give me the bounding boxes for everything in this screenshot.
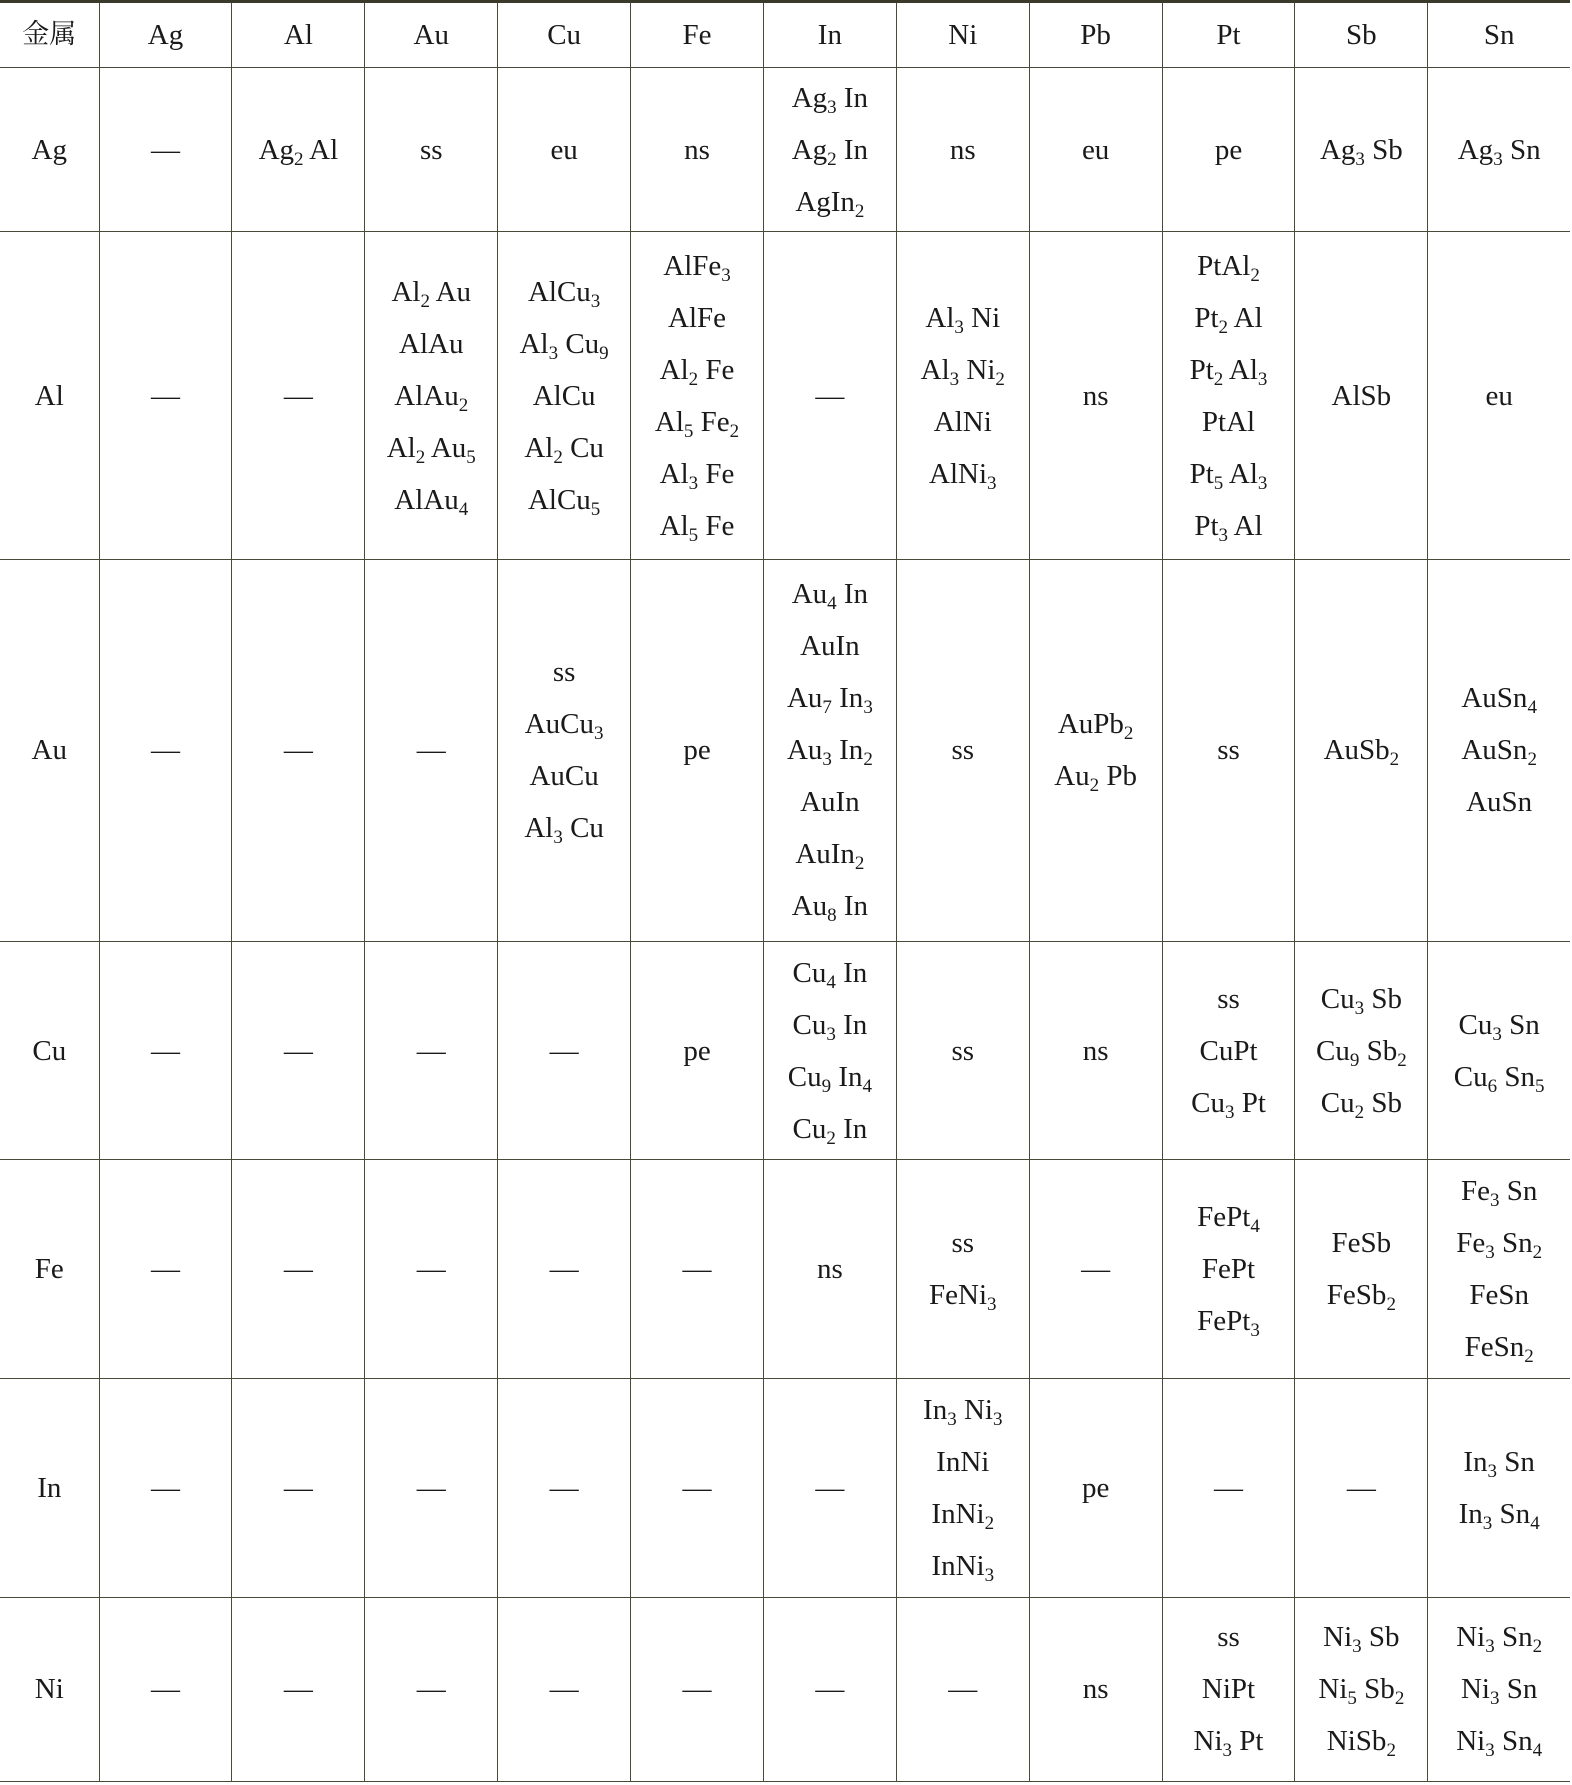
cell-line: eu bbox=[550, 133, 578, 166]
cell-line: ss bbox=[1217, 734, 1240, 767]
cell-line: $Al_2$ Fe bbox=[659, 353, 735, 390]
cell-line: ss bbox=[951, 1227, 975, 1260]
table-cell bbox=[1029, 941, 1162, 1160]
cell-line: $Al_3$ Cu bbox=[524, 812, 604, 849]
cell-line: $Pt_2$ Al bbox=[1194, 301, 1263, 338]
header-cell-sn: Sn bbox=[1428, 2, 1570, 68]
cell-line: AuSn bbox=[1466, 786, 1533, 819]
cell-line: — bbox=[549, 1253, 579, 1286]
cell-line: $Cu_9$ $Sb_2$ bbox=[1316, 1034, 1407, 1071]
row-label: Al bbox=[0, 232, 99, 560]
header-cell-in: In bbox=[763, 2, 896, 68]
table-cell bbox=[365, 68, 498, 232]
table-cell bbox=[365, 941, 498, 1160]
cell-line: $Ag_2$ Al bbox=[258, 133, 339, 170]
table-cell bbox=[498, 1597, 631, 1781]
cell-line: — bbox=[283, 1034, 313, 1067]
cell-line: — bbox=[283, 1471, 313, 1504]
cell-line: — bbox=[151, 1253, 180, 1286]
cell-line: — bbox=[682, 1673, 712, 1706]
cell-line: AuSn$_4$ bbox=[1461, 682, 1537, 719]
cell-line: — bbox=[151, 1471, 180, 1504]
table-cell bbox=[99, 941, 232, 1160]
cell-line: — bbox=[1346, 1471, 1376, 1504]
cell-line: $In_3$ Sn bbox=[1463, 1445, 1535, 1482]
table-cell bbox=[631, 232, 764, 560]
cell-line: ss bbox=[951, 1034, 975, 1067]
cell-line: $Ni_3$ Pt bbox=[1193, 1725, 1264, 1762]
cell-line: — bbox=[416, 734, 446, 767]
cell-line: AlFe$_3$ bbox=[663, 249, 731, 286]
cell-line: $Al_5$ $Fe_2$ bbox=[654, 405, 740, 442]
cell-line: $Ag_3$ Sn bbox=[1457, 133, 1541, 170]
row-label: In bbox=[0, 1379, 99, 1598]
cell-line: ns bbox=[1082, 1673, 1109, 1706]
cell-line: eu bbox=[1081, 133, 1110, 166]
table-cell bbox=[631, 941, 764, 1160]
cell-line: $Cu_3$ Sb bbox=[1320, 982, 1402, 1019]
cell-line: $Pt_5$ $Al_3$ bbox=[1189, 457, 1268, 494]
table-cell bbox=[365, 1160, 498, 1379]
table-cell bbox=[896, 559, 1029, 941]
cell-line: AlFe bbox=[668, 301, 726, 334]
table-cell bbox=[1162, 559, 1295, 941]
cell-line: $Fe_3$ Sn bbox=[1460, 1175, 1538, 1212]
cell-line: FePt bbox=[1201, 1253, 1256, 1286]
table-cell bbox=[1428, 1160, 1570, 1379]
table-cell bbox=[498, 941, 631, 1160]
cell-line: — bbox=[1214, 1471, 1243, 1504]
cell-line: InNi$_3$ bbox=[931, 1549, 995, 1586]
table-row bbox=[0, 1379, 1570, 1598]
cell-line: FeSn bbox=[1469, 1279, 1529, 1312]
table-cell bbox=[1295, 559, 1428, 941]
cell-line: pe bbox=[1214, 133, 1243, 166]
table-cell bbox=[1428, 941, 1570, 1160]
cell-line: — bbox=[815, 1673, 845, 1706]
row-label: Ni bbox=[0, 1597, 99, 1781]
table-cell bbox=[1295, 1160, 1428, 1379]
cell-line: PtAl bbox=[1201, 405, 1256, 438]
cell-line: NiPt bbox=[1201, 1673, 1256, 1706]
table-cell bbox=[498, 559, 631, 941]
table-cell bbox=[631, 68, 764, 232]
cell-line: $Cu_4$ In bbox=[792, 956, 868, 993]
row-label: Cu bbox=[0, 941, 99, 1160]
table-cell bbox=[1162, 232, 1295, 560]
header-cell-ni: Ni bbox=[896, 2, 1029, 68]
table-row bbox=[0, 68, 1570, 232]
table-row bbox=[0, 232, 1570, 560]
table-cell bbox=[99, 1597, 232, 1781]
cell-line: — bbox=[1081, 1253, 1111, 1286]
cell-line: AuPb$_2$ bbox=[1057, 708, 1134, 745]
cell-line: $Ag_3$ Sb bbox=[1319, 133, 1403, 170]
header-cell-metal: 金属 bbox=[0, 2, 99, 68]
cell-line: $Pt_2$ $Al_3$ bbox=[1189, 353, 1268, 390]
table-cell bbox=[763, 1160, 896, 1379]
cell-line: $Au_3$ $In_2$ bbox=[786, 734, 873, 771]
table-cell bbox=[232, 559, 365, 941]
cell-line: — bbox=[151, 379, 180, 412]
cell-line: — bbox=[815, 1471, 845, 1504]
cell-line: $Al_2$ Cu bbox=[524, 431, 604, 468]
cell-line: ns bbox=[949, 133, 976, 166]
cell-line: AlCu bbox=[532, 379, 596, 412]
cell-line: — bbox=[151, 1034, 180, 1067]
table-cell bbox=[1428, 232, 1570, 560]
cell-line: ns bbox=[1082, 379, 1109, 412]
table-cell bbox=[631, 559, 764, 941]
cell-line: AuCu bbox=[529, 760, 599, 793]
cell-line: $Ni_3$ $Sn_4$ bbox=[1456, 1725, 1543, 1762]
cell-line: AuIn$_2$ bbox=[795, 838, 865, 875]
table-row bbox=[0, 1160, 1570, 1379]
cell-line: ss bbox=[552, 656, 576, 689]
cell-line: CuPt bbox=[1199, 1034, 1258, 1067]
cell-line: — bbox=[283, 1673, 313, 1706]
cell-line: NiSb$_2$ bbox=[1326, 1725, 1396, 1762]
table-cell bbox=[99, 1160, 232, 1379]
table-cell bbox=[365, 1597, 498, 1781]
table-cell bbox=[498, 1379, 631, 1598]
cell-line: eu bbox=[1485, 379, 1513, 412]
cell-line: ss bbox=[419, 133, 443, 166]
table-cell bbox=[896, 68, 1029, 232]
header-cell-al: Al bbox=[232, 2, 365, 68]
cell-line: AgIn$_2$ bbox=[795, 185, 865, 222]
cell-line: — bbox=[549, 1471, 579, 1504]
cell-line: $In_3$ $Sn_4$ bbox=[1458, 1497, 1540, 1534]
cell-line: AuSn$_2$ bbox=[1461, 734, 1537, 771]
table-cell bbox=[498, 1160, 631, 1379]
table-cell bbox=[1428, 1379, 1570, 1598]
table-cell bbox=[763, 559, 896, 941]
table-cell bbox=[1428, 68, 1570, 232]
header-cell-cu: Cu bbox=[498, 2, 631, 68]
table-cell bbox=[1295, 232, 1428, 560]
cell-line: ss bbox=[1217, 982, 1240, 1015]
header-cell-pt: Pt bbox=[1162, 2, 1295, 68]
cell-line: AuIn bbox=[800, 630, 860, 663]
cell-line: $Ag_2$ In bbox=[791, 133, 869, 170]
cell-line: AuSb$_2$ bbox=[1323, 734, 1400, 771]
cell-line: — bbox=[151, 133, 180, 166]
cell-line: pe bbox=[683, 1034, 711, 1067]
header-cell-pb: Pb bbox=[1029, 2, 1162, 68]
table-cell bbox=[1162, 68, 1295, 232]
cell-line: AlCu$_3$ bbox=[527, 275, 601, 312]
cell-line: FeSn$_2$ bbox=[1464, 1331, 1534, 1368]
table-cell bbox=[232, 1597, 365, 1781]
cell-line: FeNi$_3$ bbox=[929, 1279, 997, 1316]
cell-line: $Cu_3$ Pt bbox=[1191, 1086, 1266, 1123]
cell-line: $Al_3$ $Ni_2$ bbox=[920, 353, 1005, 390]
table-cell bbox=[1029, 1379, 1162, 1598]
table-cell bbox=[232, 1160, 365, 1379]
table-cell bbox=[1029, 68, 1162, 232]
row-label: Au bbox=[0, 559, 99, 941]
cell-line: $Ni_5$ $Sb_2$ bbox=[1318, 1673, 1405, 1710]
header-cell-fe: Fe bbox=[631, 2, 764, 68]
cell-line: $Ni_3$ Sn bbox=[1460, 1673, 1538, 1710]
cell-line: — bbox=[151, 1673, 180, 1706]
cell-line: ns bbox=[816, 1253, 843, 1286]
table-cell bbox=[232, 232, 365, 560]
table-cell bbox=[631, 1160, 764, 1379]
table-cell bbox=[631, 1379, 764, 1598]
cell-line: — bbox=[283, 379, 313, 412]
cell-line: pe bbox=[1081, 1471, 1110, 1504]
table-cell bbox=[1029, 559, 1162, 941]
cell-line: AuCu$_3$ bbox=[524, 708, 604, 745]
cell-line: $Au_8$ In bbox=[791, 890, 869, 927]
table-cell bbox=[896, 1160, 1029, 1379]
table-cell bbox=[1029, 232, 1162, 560]
table-cell bbox=[1162, 1597, 1295, 1781]
header-row bbox=[0, 2, 1570, 68]
cell-line: $Al_5$ Fe bbox=[659, 509, 735, 546]
cell-line: $Al_3$ Fe bbox=[659, 457, 735, 494]
cell-line: PtAl$_2$ bbox=[1197, 249, 1260, 286]
cell-line: InNi$_2$ bbox=[931, 1497, 995, 1534]
cell-line: $Cu_2$ In bbox=[792, 1112, 868, 1149]
cell-line: — bbox=[416, 1673, 446, 1706]
cell-line: FeSb bbox=[1331, 1227, 1392, 1260]
cell-line: $Al_2$ $Au_5$ bbox=[386, 431, 476, 468]
table-cell bbox=[99, 68, 232, 232]
table-cell bbox=[365, 559, 498, 941]
cell-line: ns bbox=[1082, 1034, 1109, 1067]
table-cell bbox=[631, 1597, 764, 1781]
cell-line: $Pt_3$ Al bbox=[1194, 509, 1263, 546]
table-cell bbox=[1295, 1379, 1428, 1598]
row-label: Fe bbox=[0, 1160, 99, 1379]
cell-line: $Cu_9$ $In_4$ bbox=[787, 1060, 872, 1097]
table-cell bbox=[232, 1379, 365, 1598]
table-cell bbox=[896, 232, 1029, 560]
cell-line: $Ni_3$ Sb bbox=[1323, 1621, 1400, 1658]
cell-line: AlAu$_2$ bbox=[394, 379, 469, 416]
cell-line: AlAu$_4$ bbox=[394, 483, 469, 520]
header-cell-sb: Sb bbox=[1295, 2, 1428, 68]
table-cell bbox=[1162, 1160, 1295, 1379]
table-cell bbox=[365, 1379, 498, 1598]
table-row bbox=[0, 1597, 1570, 1781]
table-cell bbox=[498, 232, 631, 560]
table-cell bbox=[498, 68, 631, 232]
cell-line: $Cu_2$ Sb bbox=[1320, 1086, 1402, 1123]
cell-line: — bbox=[283, 734, 313, 767]
table-row bbox=[0, 941, 1570, 1160]
cell-line: — bbox=[283, 1253, 313, 1286]
cell-line: $Au_4$ In bbox=[791, 578, 869, 615]
table-body bbox=[0, 68, 1570, 1782]
table-cell bbox=[896, 941, 1029, 1160]
table-cell bbox=[232, 68, 365, 232]
cell-line: $Fe_3$ $Sn_2$ bbox=[1456, 1227, 1543, 1264]
cell-line: $Al_2$ Au bbox=[391, 275, 472, 312]
table-cell bbox=[1428, 559, 1570, 941]
header-cell-ag: Ag bbox=[99, 2, 232, 68]
table-cell bbox=[99, 559, 232, 941]
cell-line: $Au_2$ Pb bbox=[1054, 760, 1138, 797]
cell-line: $Au_7$ $In_3$ bbox=[786, 682, 873, 719]
cell-line: $In_3$ $Ni_3$ bbox=[923, 1393, 1003, 1430]
cell-line: $Al_3$ $Cu_9$ bbox=[519, 327, 609, 364]
cell-line: ns bbox=[684, 133, 710, 166]
cell-line: ss bbox=[951, 734, 975, 767]
cell-line: — bbox=[682, 1471, 712, 1504]
table-cell bbox=[763, 232, 896, 560]
cell-line: InNi bbox=[936, 1445, 990, 1478]
cell-line: AlSb bbox=[1331, 379, 1392, 412]
cell-line: — bbox=[948, 1673, 978, 1706]
table-cell bbox=[1029, 1597, 1162, 1781]
cell-line: — bbox=[682, 1253, 712, 1286]
table-cell bbox=[763, 941, 896, 1160]
cell-line: AlNi bbox=[933, 405, 992, 438]
table-cell bbox=[1162, 941, 1295, 1160]
cell-line: ss bbox=[1217, 1621, 1240, 1654]
cell-line: $Cu_3$ In bbox=[792, 1008, 868, 1045]
cell-line: FeSb$_2$ bbox=[1326, 1279, 1396, 1316]
cell-line: — bbox=[416, 1253, 446, 1286]
cell-line: AlCu$_5$ bbox=[527, 483, 601, 520]
cell-line: — bbox=[416, 1471, 446, 1504]
cell-line: — bbox=[416, 1034, 446, 1067]
cell-line: $Ag_3$ In bbox=[791, 81, 869, 118]
header-cell-au: Au bbox=[365, 2, 498, 68]
table-cell bbox=[896, 1597, 1029, 1781]
cell-line: FePt$_3$ bbox=[1197, 1305, 1260, 1342]
cell-line: — bbox=[549, 1673, 579, 1706]
table-cell bbox=[99, 232, 232, 560]
table-cell bbox=[1029, 1160, 1162, 1379]
cell-line: — bbox=[815, 379, 845, 412]
table-cell bbox=[763, 1597, 896, 1781]
cell-line: pe bbox=[683, 734, 711, 767]
table-cell bbox=[99, 1379, 232, 1598]
table-row bbox=[0, 559, 1570, 941]
cell-line: $Cu_3$ Sn bbox=[1458, 1008, 1540, 1045]
table-cell bbox=[1295, 941, 1428, 1160]
cell-line: $Cu_6$ $Sn_5$ bbox=[1453, 1060, 1545, 1097]
table-cell bbox=[1428, 1597, 1570, 1781]
table-cell bbox=[365, 232, 498, 560]
table-cell bbox=[232, 941, 365, 1160]
cell-line: AlAu bbox=[399, 327, 464, 360]
cell-line: — bbox=[151, 734, 180, 767]
table-cell bbox=[896, 1379, 1029, 1598]
row-label: Ag bbox=[0, 68, 99, 232]
table-cell bbox=[1295, 1597, 1428, 1781]
cell-line: $Ni_3$ $Sn_2$ bbox=[1456, 1621, 1543, 1658]
cell-line: FePt$_4$ bbox=[1197, 1201, 1260, 1238]
table-cell bbox=[763, 1379, 896, 1598]
table-cell bbox=[1162, 1379, 1295, 1598]
table-cell bbox=[763, 68, 896, 232]
table-cell bbox=[1295, 68, 1428, 232]
cell-line: AlNi$_3$ bbox=[929, 457, 997, 494]
cell-line: AuIn bbox=[800, 786, 860, 819]
cell-line: — bbox=[549, 1034, 579, 1067]
cell-line: $Al_3$ Ni bbox=[925, 301, 1001, 338]
